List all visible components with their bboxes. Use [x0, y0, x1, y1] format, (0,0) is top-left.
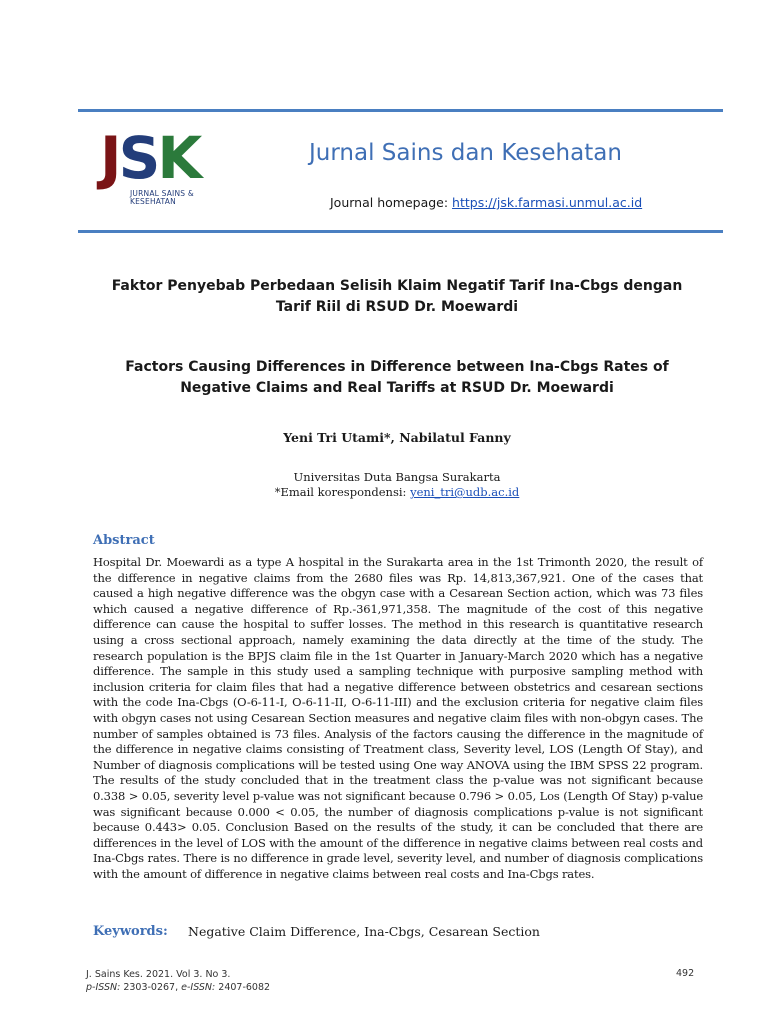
header-top-rule [78, 109, 723, 112]
eissn-label: e-ISSN: [181, 982, 216, 993]
homepage-label: Journal homepage: [330, 195, 453, 210]
author-affiliation-block [93, 470, 701, 500]
email-label: *Email korespondensi: [274, 485, 411, 499]
pissn-value: 2303-0267, [120, 982, 182, 993]
citation: J. Sains Kes. 2021. Vol 3. No 3. [86, 969, 231, 980]
page-footer [86, 968, 270, 994]
keywords-text: Negative Claim Difference, Ina-Cbgs, Cesarean Section [188, 924, 540, 939]
correspondence-email [93, 485, 701, 500]
keywords-label: Keywords: [93, 924, 168, 939]
header-bottom-rule [78, 230, 723, 233]
logo-wordmark: JSK [100, 124, 200, 192]
page-number: 492 [676, 968, 695, 979]
article-authors: Yeni Tri Utami*, Nabilatul Fanny [283, 430, 511, 445]
journal-title: Jurnal Sains dan Kesehatan [309, 140, 622, 166]
issn-line [86, 981, 270, 994]
email-link[interactable]: yeni_tri@udb.ac.id [410, 485, 520, 499]
article-title-indonesian: Faktor Penyebab Perbedaan Selisih Klaim Negatif Tarif Ina-Cbgs dengan Tarif Riil di RSUD Dr. Moewardi [111, 278, 683, 315]
abstract-text: Hospital Dr. Moewardi as a type A hospital in the Surakarta area in the 1st Trimonth 2020, the result of the difference in negative claims from the 2680 files was Rp. 14,813,367,921. One of the cases that caused a high negative difference was the obgyn case with a Cesarean Section action, which was 73 files which caused a negative difference of Rp.-361,971,358. The magnitude of the cost of this negative difference can cause the hospital to suffer losses. The method in this research is quantitative research using a cross sectional approach, namely examining the data directly at the time of the study. The research population is the BPJS claim file in the 1st Quarter in January-March 2020 which has a negative difference. The sample in this study used a sampling technique with purposive sampling method with inclusion criteria for claim files that had a negative difference between obstetrics and cesarean sections with the code Ina-Cbgs (O-6-11-I, O-6-11-II, O-6-11-III) and the exclusion criteria for negative claim files with obgyn cases not using Cesarean Section measures and negative claim files with non-obgyn cases. The number of samples obtained is 73 files. Analysis of the factors causing the difference in the magnitude of the difference in negative claims consisting of Treatment class, Severity level, LOS (Length Of Stay), and Number of diagnosis complications will be tested using One way ANOVA using the IBM SPSS 22 program. The results of the study concluded that in the treatment class the p-value was not significant because 0.338 > 0.05, severity level p-value was not significant because 0.796 > 0.05, Los (Length Of Stay) p-value was significant because 0.000 < 0.05, the number of diagnosis complications p-value is not significant because 0.443> 0.05. Conclusion Based on the results of the study, it can be concluded that there are differences in the level of LOS with the amount of the difference in negative claims between real costs and Ina-Cbgs rates. There is no difference in grade level, severity level, and number of diagnosis complications with the amount of difference in negative claims between real costs and Ina-Cbgs rates. [93, 555, 703, 881]
journal-logo [100, 124, 210, 214]
eissn-value: 2407-6082 [215, 982, 271, 993]
logo-subtitle [130, 190, 194, 206]
affiliation: Universitas Duta Bangsa Surakarta [293, 470, 501, 484]
journal-homepage [330, 195, 642, 210]
article-title-english: Factors Causing Differences in Difference between Ina-Cbgs Rates of Negative Claims and Real Tariffs at RSUD Dr. Moewardi [125, 359, 669, 396]
abstract-heading: Abstract [93, 533, 155, 548]
logo-sub-line2: KESEHATAN [130, 197, 176, 206]
pissn-label: p-ISSN: [86, 982, 121, 993]
homepage-link[interactable]: https://jsk.farmasi.unmul.ac.id [452, 195, 643, 210]
logo-sub-line1: JURNAL SAINS & [130, 189, 194, 198]
